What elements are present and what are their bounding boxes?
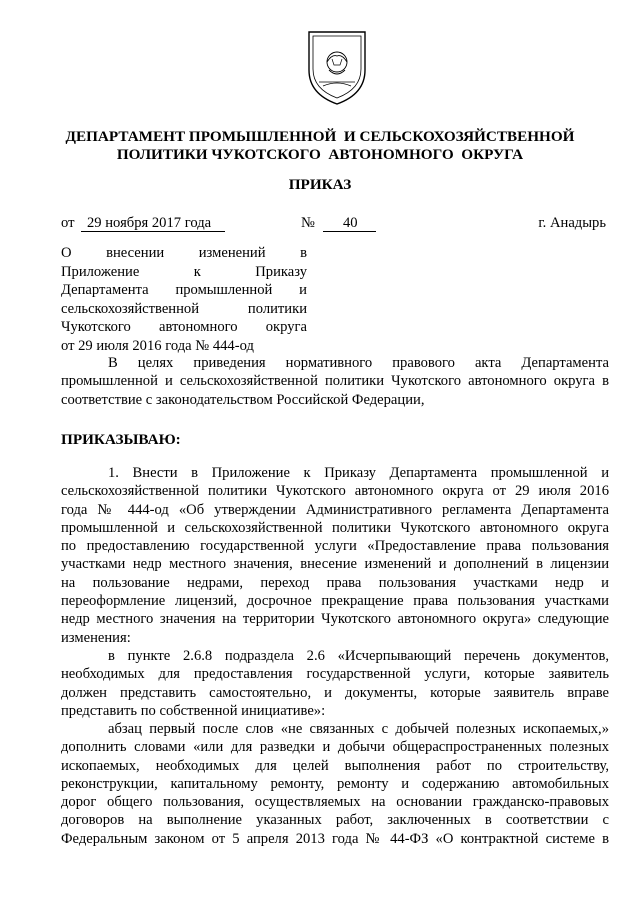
item-1-line: недр местного значения на территории Чукотского автономного округа» следующие — [61, 611, 609, 628]
subject-line: Чукотского автономного округа — [61, 319, 307, 336]
item-3-line: дополнить словами «или для разведки и добычи общераспространенных полезных — [61, 739, 609, 756]
date-prefix: от — [61, 215, 75, 231]
item-1-paragraph — [61, 464, 609, 647]
order-heading: ПРИКАЗЫВАЮ: — [61, 431, 181, 448]
item-3-line: дорог общего пользования, осуществляемых на основании гражданско-правовых — [61, 794, 609, 811]
item-3-line: абзац первый после слов «не связанных с добычей полезных ископаемых,» — [108, 721, 609, 737]
order-date: 29 ноября 2017 года — [81, 215, 225, 232]
preamble-paragraph — [61, 354, 609, 409]
item-2-line: должен представить самостоятельно, и документы, которые заявитель вправе — [61, 684, 609, 701]
item-2-line: в пункте 2.6.8 подраздела 2.6 «Исчерпывающий перечень документов, — [108, 648, 609, 664]
order-number-field — [323, 214, 376, 232]
item-1-line: сельскохозяйственной политики Чукотского автономного округа от 29 июля 2016 — [61, 483, 609, 500]
city: г. Анадырь — [538, 215, 606, 231]
item-3-paragraph — [61, 720, 609, 848]
number-prefix: № — [301, 215, 315, 231]
item-1-line: на пользование недрами, переход права пользования участками недр и — [61, 574, 609, 591]
document-type-title: ПРИКАЗ — [288, 176, 352, 193]
subject-line: Приложение к Приказу — [61, 263, 307, 280]
order-meta-row — [61, 214, 606, 236]
order-number: 40 — [323, 215, 376, 232]
item-1-line: изменения: — [61, 629, 131, 646]
order-date-field — [81, 214, 225, 232]
department-name — [40, 128, 600, 164]
item-1-line: промышленной и сельскохозяйственной политики Чукотского автономного округа — [61, 519, 609, 536]
preamble-line: промышленной и сельскохозяйственной политики Чукотского автономного округа в — [61, 373, 609, 390]
department-name-line-1: ДЕПАРТАМЕНТ ПРОМЫШЛЕННОЙ И СЕЛЬСКОХОЗЯЙСТВЕННОЙ — [65, 128, 575, 145]
item-2-paragraph — [61, 647, 609, 720]
item-1-line: по предоставлению государственной услуги «Предоставление права пользования — [61, 538, 609, 555]
item-3-line: Федеральным законом от 5 апреля 2013 года № 44-ФЗ «О контрактной системе в — [61, 830, 609, 847]
item-1-line: 1. Внести в Приложение к Приказу Департамента промышленной и — [108, 465, 609, 481]
coat-of-arms-emblem — [303, 26, 371, 106]
subject-line: О внесении изменений в — [61, 245, 307, 261]
item-2-line: представить по собственной инициативе»: — [61, 702, 326, 719]
subject-block — [61, 244, 307, 356]
subject-line: сельскохозяйственной политики — [61, 300, 307, 317]
subject-line: от 29 июля 2016 года № 444-од — [61, 337, 254, 354]
item-1-line: года № 444-од «Об утверждении Административного регламента Департамента — [61, 501, 609, 518]
item-3-line: договоров на выполнение указанных работ, заключенных в соответствии с — [61, 812, 609, 829]
item-1-line: участками недр местного значения, внесение изменений и дополнений в лицензии — [61, 556, 609, 573]
department-name-line-2: ПОЛИТИКИ ЧУКОТСКОГО АВТОНОМНОГО ОКРУГА — [116, 146, 524, 163]
preamble-line: соответствие с законодательством Российской Федерации, — [61, 391, 425, 408]
item-1-line: переоформление лицензий, досрочное прекращение права пользования участками — [61, 593, 609, 610]
preamble-line: В целях приведения нормативного правового акта Департамента — [108, 355, 609, 371]
item-3-line: ископаемых, необходимых для целей выполнения работ по строительству, — [61, 757, 609, 774]
item-2-line: необходимых для предоставления государственной услуги, которые заявитель — [61, 666, 609, 683]
item-3-line: реконструкции, капитальному ремонту, ремонту и содержанию автомобильных — [61, 775, 609, 792]
subject-line: Департамента промышленной и — [61, 282, 307, 299]
